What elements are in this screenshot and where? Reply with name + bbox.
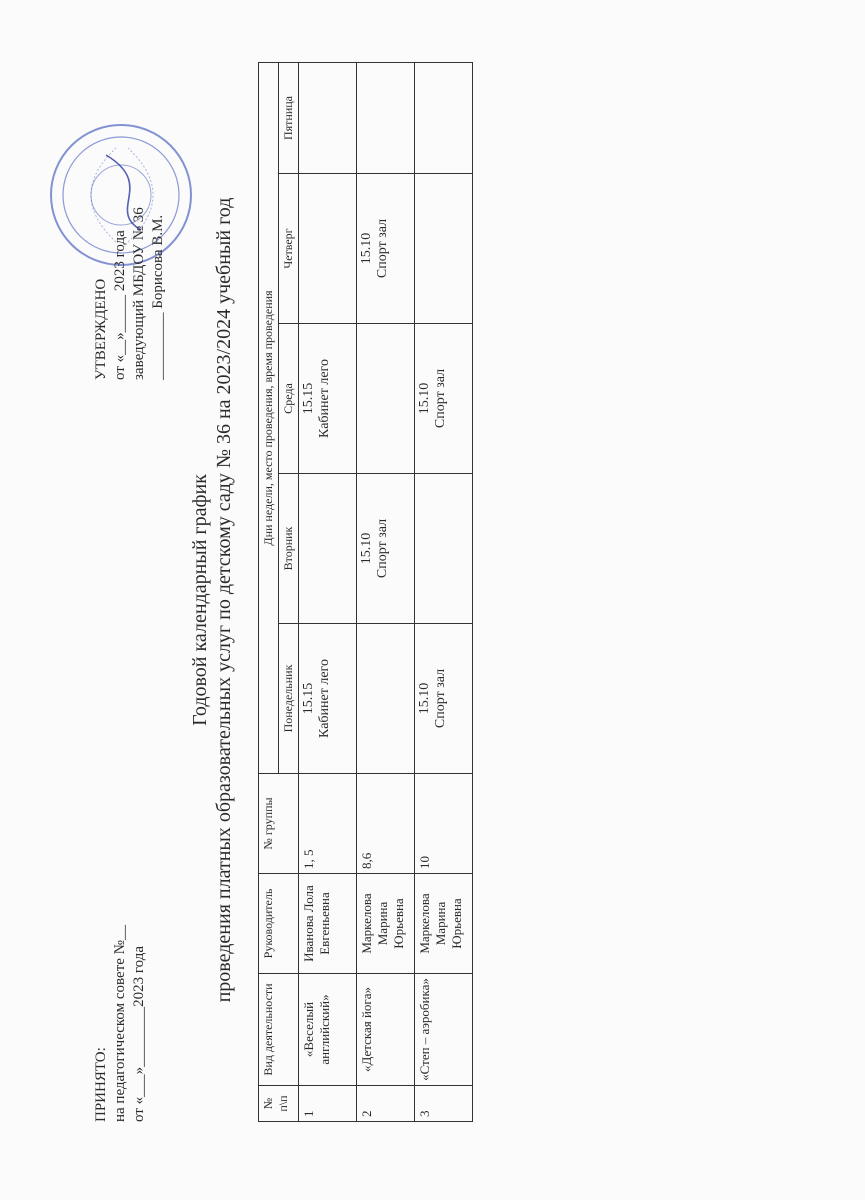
row-num: 3 — [415, 1086, 473, 1122]
accepted-council: на педагогическом совете №__ — [112, 925, 128, 1122]
row-tuesday — [357, 474, 415, 624]
row-activity: «Степ – аэробика» — [415, 974, 473, 1086]
approved-heading: УТВЕРЖДЕНО — [93, 278, 109, 380]
row-group: 1, 5 — [299, 774, 357, 874]
row-wednesday — [299, 324, 357, 474]
row-tuesday — [415, 474, 473, 624]
row-leader: Маркелова Марина Юрьевна — [357, 874, 415, 974]
cell-time: 15.10 — [359, 532, 374, 565]
header-activity: Вид деятельности — [259, 974, 299, 1086]
cell-place: Спорт зал — [433, 668, 448, 729]
row-friday — [299, 63, 357, 174]
row-friday — [415, 63, 473, 174]
row-tuesday — [299, 474, 357, 624]
title-line-2: проведения платных образовательных услуг по детскому саду № 36 на 2023/2024 учебный год — [213, 197, 235, 1003]
row-friday — [357, 63, 415, 174]
header-group: № группы — [259, 774, 299, 874]
title-line-1: Годовой календарный график — [189, 474, 211, 726]
cell-place: Спорт зал — [433, 368, 448, 429]
header-days-group: Дни недели, место проведения, время проведения — [259, 63, 279, 774]
cell-place: Кабинет лего — [317, 659, 332, 738]
cell-place: Кабинет лего — [317, 359, 332, 438]
document-title — [188, 0, 236, 1200]
schedule-table — [258, 62, 473, 1122]
approved-block — [92, 207, 168, 380]
accepted-date: от «___»________2023 года — [131, 946, 147, 1122]
approved-signature-line: _________ Борисова В.М. — [150, 214, 166, 380]
row-activity: «Веселый английский» — [299, 974, 357, 1086]
header-friday: Пятница — [279, 63, 299, 174]
cell-place: Спорт зал — [375, 218, 390, 279]
header-num: № п\п — [259, 1086, 299, 1122]
row-monday — [357, 624, 415, 774]
row-thursday — [415, 174, 473, 324]
approved-date: от «__»_____ 2023 года — [112, 230, 128, 380]
header-tuesday: Вторник — [279, 474, 299, 624]
cell-time: 15.15 — [301, 382, 316, 415]
table-row — [299, 63, 357, 1122]
cell-place: Спорт зал — [375, 518, 390, 579]
accepted-heading: ПРИНЯТО: — [93, 1047, 109, 1122]
table-row — [357, 63, 415, 1122]
row-thursday — [357, 174, 415, 324]
row-monday — [299, 624, 357, 774]
row-leader: Иванова Лола Евгеньевна — [299, 874, 357, 974]
cell-time: 15.10 — [359, 232, 374, 265]
header-monday: Понедельник — [279, 624, 299, 774]
row-wednesday — [415, 324, 473, 474]
row-monday — [415, 624, 473, 774]
row-group: 8,6 — [357, 774, 415, 874]
row-thursday — [299, 174, 357, 324]
table-row — [415, 63, 473, 1122]
row-num: 2 — [357, 1086, 415, 1122]
approved-head-title: заведующий МБДОУ № 36 — [131, 207, 147, 380]
row-num: 1 — [299, 1086, 357, 1122]
accepted-block — [92, 925, 149, 1122]
header-thursday: Четверг — [279, 174, 299, 324]
row-group: 10 — [415, 774, 473, 874]
row-leader: Маркелова Марина Юрьевна — [415, 874, 473, 974]
cell-time: 15.10 — [417, 382, 432, 415]
header-leader: Руководитель — [259, 874, 299, 974]
row-activity: «Детская йога» — [357, 974, 415, 1086]
header-wednesday: Среда — [279, 324, 299, 474]
row-wednesday — [357, 324, 415, 474]
cell-time: 15.15 — [301, 682, 316, 715]
cell-time: 15.10 — [417, 682, 432, 715]
